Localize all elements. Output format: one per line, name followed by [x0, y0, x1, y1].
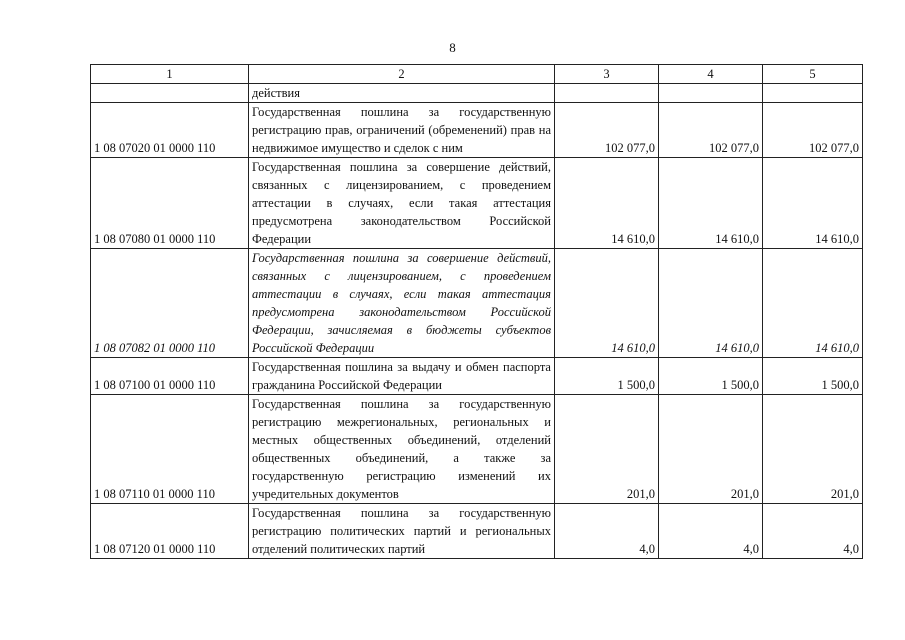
page-number: 8 — [449, 40, 456, 55]
table-row — [91, 158, 863, 249]
amount-col-5: 14 610,0 — [763, 158, 863, 249]
budget-code-cell: 1 08 07100 01 0000 110 — [91, 358, 249, 395]
description-cell: Государственная пошлина за совершение действий, связанных с лицензированием, с проведением аттестации в случаях, если такая аттестация предусмотрена законодательством Российской Федерации — [249, 158, 555, 249]
description-cell: Государственная пошлина за государственную регистрацию прав, ограничений (обременений) прав на недвижимое имущество и сделок с ним — [249, 103, 555, 158]
amount-col-5: 4,0 — [763, 504, 863, 559]
amount-col-3: 1 500,0 — [555, 358, 659, 395]
budget-code-cell: 1 08 07120 01 0000 110 — [91, 504, 249, 559]
continuation-code-cell — [91, 84, 249, 103]
budget-code-cell: 1 08 07020 01 0000 110 — [91, 103, 249, 158]
amount-col-4: 201,0 — [659, 395, 763, 504]
table-row — [91, 103, 863, 158]
amount-col-3: 201,0 — [555, 395, 659, 504]
amount-col-4: 102 077,0 — [659, 103, 763, 158]
amount-col-3: 14 610,0 — [555, 249, 659, 358]
amount-col-4: 14 610,0 — [659, 158, 763, 249]
header-col-3: 3 — [555, 65, 659, 84]
header-col-2: 2 — [249, 65, 555, 84]
continuation-cell-4 — [659, 84, 763, 103]
table-row — [91, 504, 863, 559]
continuation-cell-3 — [555, 84, 659, 103]
budget-code-cell: 1 08 07110 01 0000 110 — [91, 395, 249, 504]
header-col-1: 1 — [91, 65, 249, 84]
budget-code-cell: 1 08 07082 01 0000 110 — [91, 249, 249, 358]
description-cell: Государственная пошлина за выдачу и обмен паспорта гражданина Российской Федерации — [249, 358, 555, 395]
amount-col-5: 201,0 — [763, 395, 863, 504]
description-cell: Государственная пошлина за государственную регистрацию политических партий и региональных отделений политических партий — [249, 504, 555, 559]
header-col-5: 5 — [763, 65, 863, 84]
table-row — [91, 249, 863, 358]
amount-col-3: 4,0 — [555, 504, 659, 559]
amount-col-4: 1 500,0 — [659, 358, 763, 395]
amount-col-3: 14 610,0 — [555, 158, 659, 249]
amount-col-5: 14 610,0 — [763, 249, 863, 358]
header-row — [91, 65, 863, 84]
budget-code-cell: 1 08 07080 01 0000 110 — [91, 158, 249, 249]
amount-col-3: 102 077,0 — [555, 103, 659, 158]
header-col-4: 4 — [659, 65, 763, 84]
amount-col-4: 4,0 — [659, 504, 763, 559]
table-row — [91, 358, 863, 395]
continuation-row — [91, 84, 863, 103]
description-cell: Государственная пошлина за совершение действий, связанных с лицензированием, с проведением аттестации в случаях, если такая аттестация предусмотрена законодательством Российской Федерации, зачисляемая в бюджеты субъектов Российской Федерации — [249, 249, 555, 358]
continuation-text: действия — [249, 84, 555, 103]
amount-col-5: 102 077,0 — [763, 103, 863, 158]
amount-col-4: 14 610,0 — [659, 249, 763, 358]
table-body — [91, 84, 863, 559]
revenue-table — [90, 64, 863, 559]
description-cell: Государственная пошлина за государственную регистрацию межрегиональных, региональных и местных общественных объединений, отделений общественных объединений, а также за государственную регистрацию изменений их учредительных документов — [249, 395, 555, 504]
continuation-cell-5 — [763, 84, 863, 103]
amount-col-5: 1 500,0 — [763, 358, 863, 395]
table-row — [91, 395, 863, 504]
